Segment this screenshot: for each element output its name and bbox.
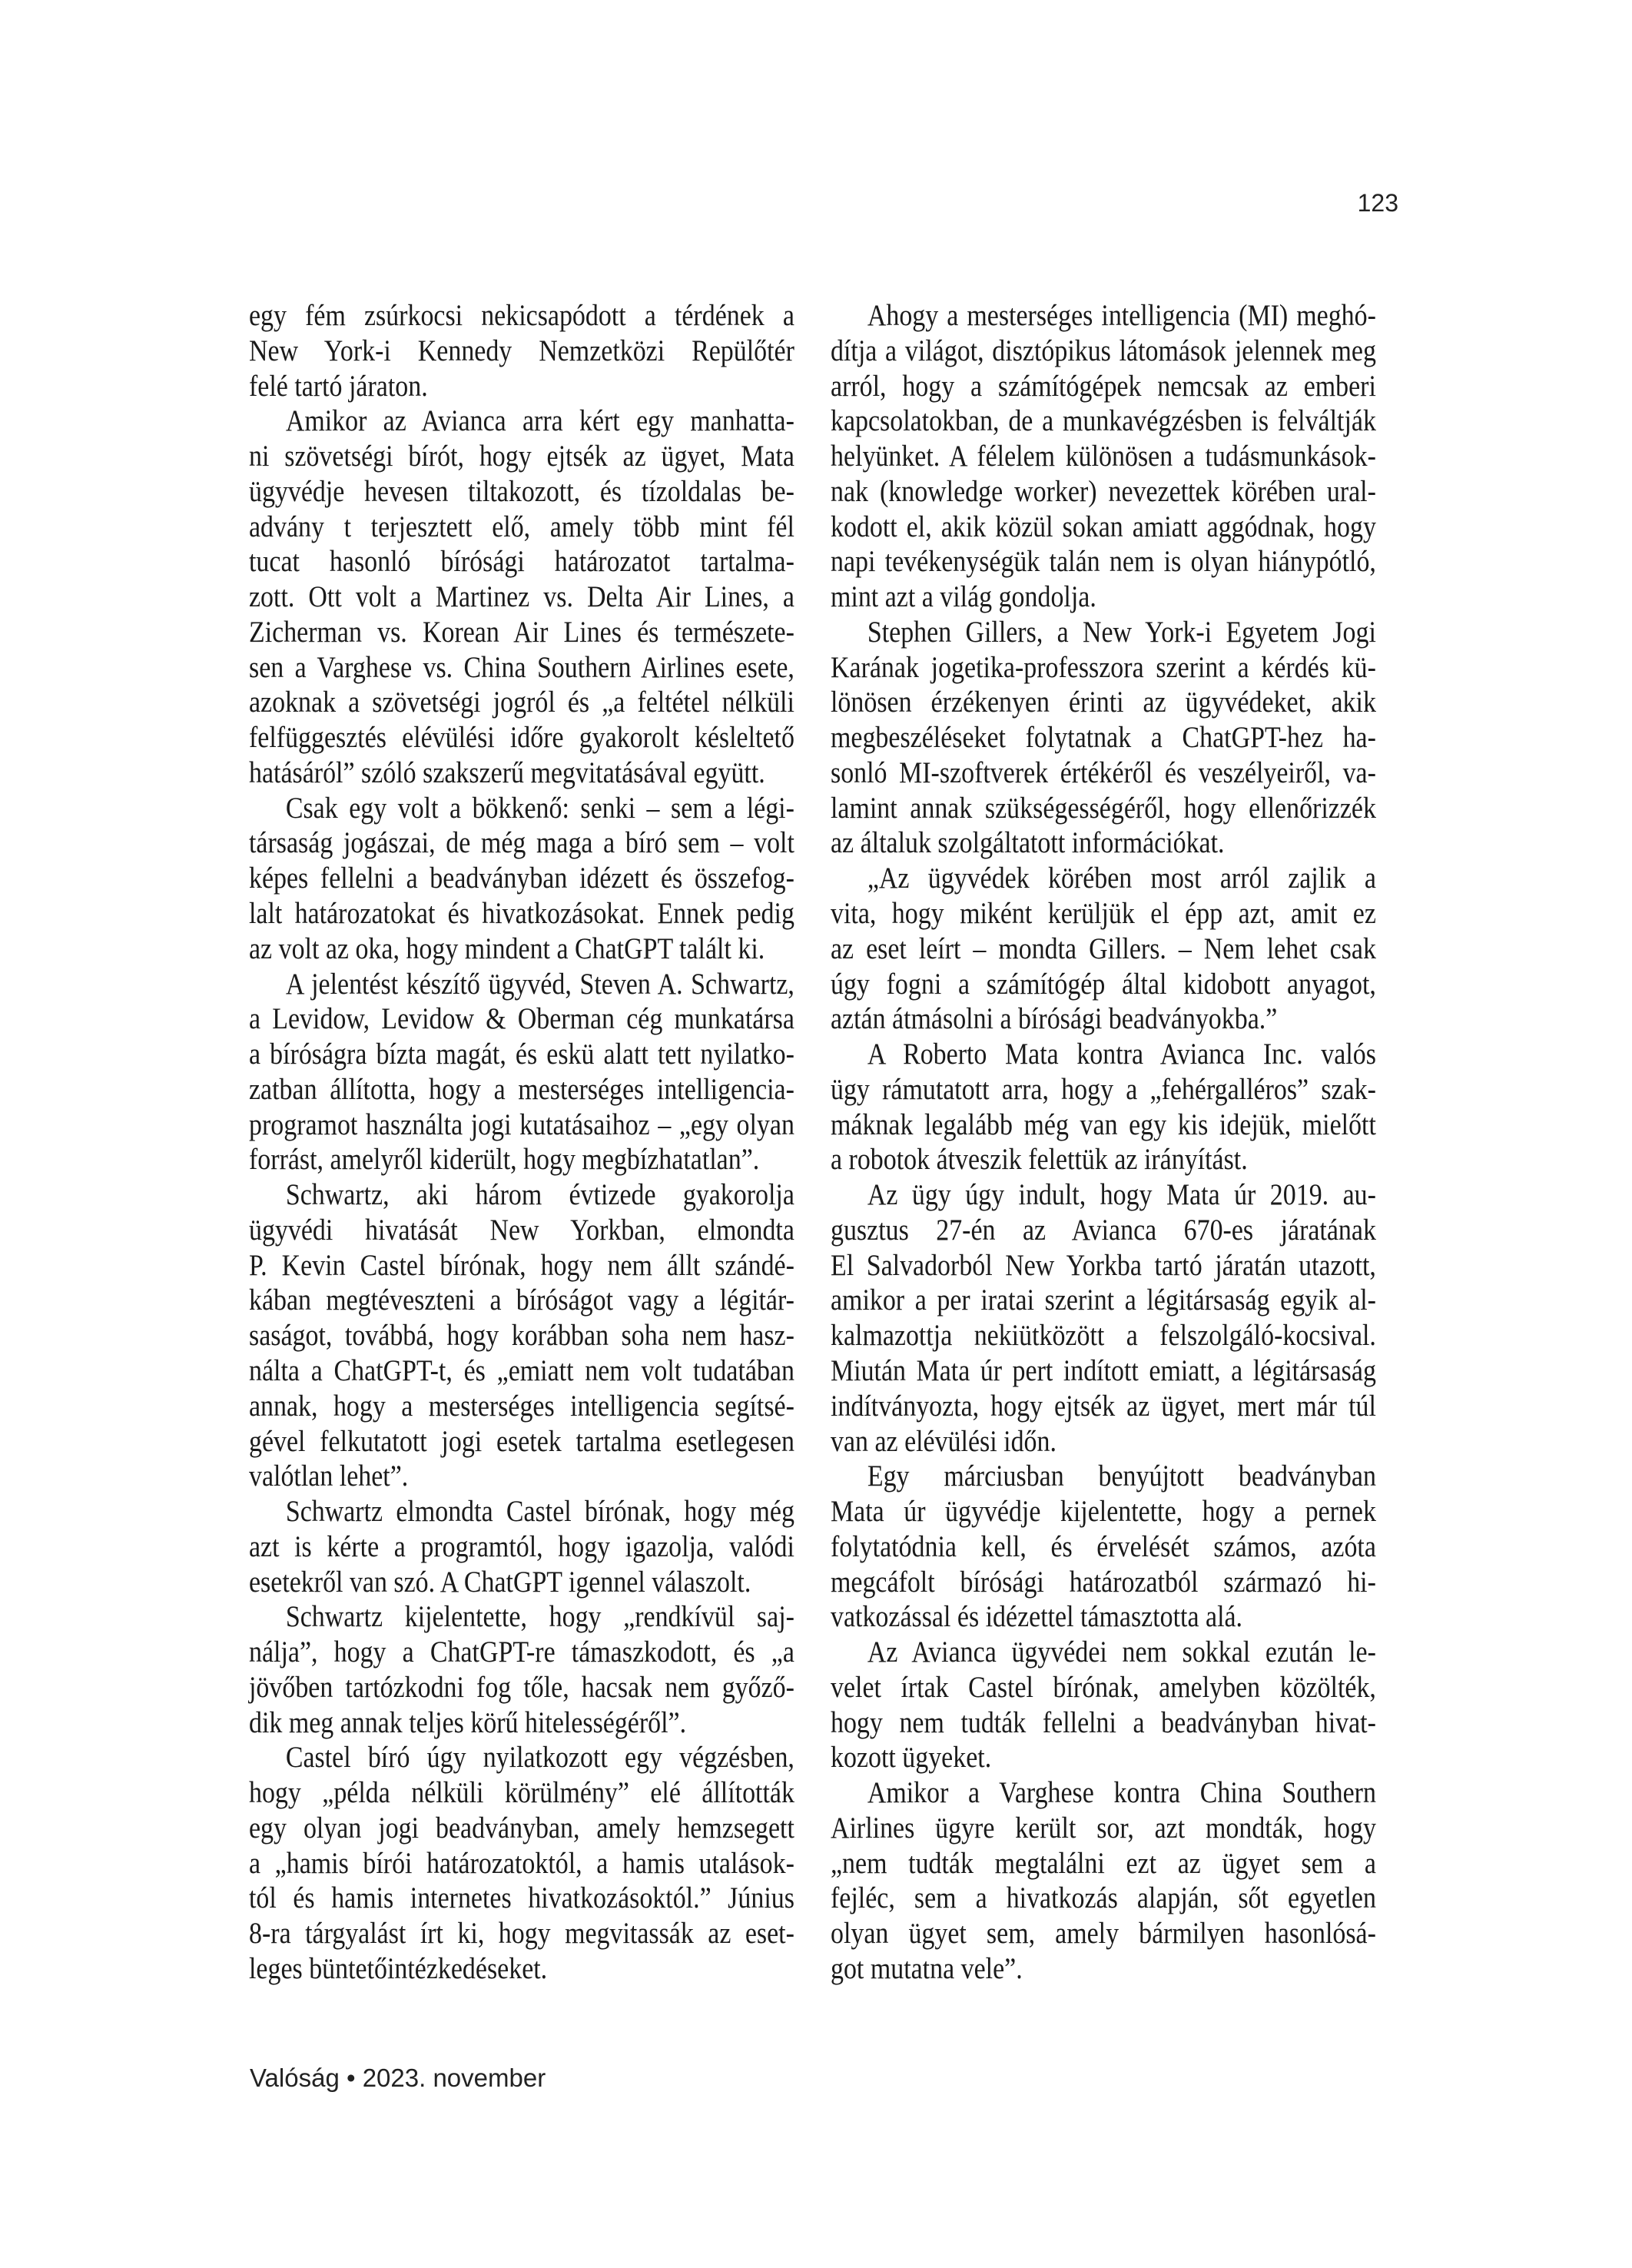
text-line: lönösen érzékenyen érinti az ügyvédeket, akik [831,686,1376,719]
text-line: Miután Mata úr pert indított emiatt, a légitársaság [831,1353,1376,1387]
text-line: Schwartz kijelentette, hogy „rendkívül saj- [285,1600,794,1634]
text-line: lamint annak szükségességéről, hogy ellenőrizzék [831,791,1376,825]
page-number: 123 [1357,189,1398,217]
text-line: felfüggesztés elévülési időre gyakorolt késleltető [249,721,794,755]
text-line: indítványozta, hogy ejtsék az ügyet, mert már túl [831,1389,1376,1423]
text-line: kapcsolatokban, de a munkavégzésben is felváltják [831,404,1376,438]
text-line: lalt határozatokat és hivatkozásokat. Ennek pedig [249,897,794,931]
text-line: tól és hamis internetes hivatkozásoktól.” Június [249,1881,794,1915]
text-line: Amikor a Varghese kontra China Southern [867,1776,1376,1810]
text-line: egy olyan jogi beadványban, amely hemzsegett [249,1811,794,1845]
text-line: fejléc, sem a hivatkozás alapján, sőt egyetlen [831,1881,1376,1915]
text-line: a Levidow, Levidow & Oberman cég munkatársa [249,1002,794,1036]
text-line: Az Avianca ügyvédei nem sokkal ezután le- [867,1635,1376,1669]
text-line: P. Kevin Castel bírónak, hogy nem állt szándé- [249,1248,794,1282]
text-line: saságot, továbbá, hogy korábban soha nem hasz- [249,1319,794,1353]
left-column-body [249,298,794,1987]
text-line: forrást, amelyről kiderült, hogy megbízhatatlan”. [249,1143,760,1177]
text-line: advány t terjesztett elő, amely több mint fél [249,510,794,543]
text-line: New York-i Kennedy Nemzetközi Repülőtér [249,334,794,367]
text-line: nálta a ChatGPT-t, és „emiatt nem volt tudatában [249,1353,794,1387]
text-line: ügyvédje hevesen tiltakozott, és tízoldalas be- [249,474,794,508]
text-line: olyan ügyet sem, amely bármilyen hasonlósá- [831,1917,1376,1951]
text-line: Ahogy a mesterséges intelligencia (MI) meghó- [867,299,1376,332]
text-line: zott. Ott volt a Martinez vs. Delta Air Lines, a [249,580,794,614]
text-line: helyünket. A félelem különösen a tudásmunkások- [831,440,1376,473]
text-line: arról, hogy a számítógépek nemcsak az emberi [831,369,1376,403]
text-line: A jelentést készítő ügyvéd, Steven A. Schwartz, [285,967,794,1001]
text-line: Az ügy úgy indult, hogy Mata úr 2019. au- [867,1178,1376,1212]
text-line: képes fellelni a beadványban idézett és összefog- [249,862,794,895]
text-line: kában megtéveszteni a bíróságot vagy a légitár- [249,1283,794,1317]
text-line: „nem tudták megtalálni ezt az ügyet sem a [831,1846,1376,1880]
text-line: hogy nem tudták fellelni a beadványban hivat- [831,1705,1376,1739]
text-line: A Roberto Mata kontra Avianca Inc. valós [867,1038,1376,1071]
text-line: tucat hasonló bírósági határozatot tartalma- [249,545,794,579]
left-text-column [249,298,794,2004]
text-line: sonló MI-szoftverek értékéről és veszélyeiről, va- [831,755,1376,789]
text-line: ügyvédi hivatását New Yorkban, elmondta [249,1213,794,1247]
text-line: ügy rámutatott arra, hogy a „fehérgalléros” szak- [831,1072,1376,1106]
text-line: dítja a világot, disztópikus látomások jelennek meg [831,334,1376,367]
text-line: a „hamis bírói határozatoktól, a hamis utalások- [249,1846,794,1880]
text-line: vatkozással és idézettel támasztotta alá. [831,1600,1243,1634]
text-line: leges büntetőintézkedéseket. [249,1951,548,1985]
text-line: mint azt a világ gondolja. [831,580,1096,614]
text-line: Karának jogetika-professzora szerint a kérdés kü- [831,650,1376,684]
right-column-body [831,298,1376,1987]
text-line: velet írtak Castel bírónak, amelyben közölték, [831,1670,1376,1704]
text-line: az általuk szolgáltatott információkat. [831,826,1225,860]
text-line: folytatódnia kell, és érvelését számos, azóta [831,1529,1376,1563]
text-line: kozott ügyeket. [831,1741,992,1775]
text-line: nak (knowledge worker) nevezettek körében ural- [831,474,1376,508]
text-line: got mutatna vele”. [831,1951,1023,1985]
text-line: a robotok átveszik felettük az irányítást. [831,1143,1248,1177]
text-line: az volt az oka, hogy mindent a ChatGPT talált ki. [249,931,765,965]
text-line: a bíróságra bízta magát, és eskü alatt tett nyilatko- [249,1038,794,1071]
text-line: hatásáról” szóló szakszerű megvitatásával együtt. [249,755,765,789]
text-line: felé tartó járaton. [249,369,428,403]
text-line: máknak legalább még van egy kis idejük, mielőtt [831,1107,1376,1141]
text-line: Egy márciusban benyújtott beadványban [867,1459,1376,1493]
text-line: úgy fogni a számítógép által kidobott anyagot, [831,967,1376,1001]
text-line: vita, hogy miként kerüljük el épp azt, amit ez [831,897,1376,931]
text-line: sen a Varghese vs. China Southern Airlines esete, [249,650,794,684]
text-line: Mata úr ügyvédje kijelentette, hogy a pernek [831,1495,1376,1529]
text-line: van az elévülési időn. [831,1424,1056,1458]
text-line: 8-ra tárgyalást írt ki, hogy megvitassák az eset- [249,1917,794,1951]
text-line: zatban állította, hogy a mesterséges intelligencia- [249,1072,794,1106]
text-line: programot használta jogi kutatásaihoz – „egy olyan [249,1107,794,1141]
text-line: társaság jogászai, de még maga a bíró sem – volt [249,826,794,860]
text-line: amikor a per iratai szerint a légitársaság egyik al- [831,1283,1376,1317]
text-line: Airlines ügyre került sor, azt mondták, hogy [831,1811,1376,1845]
text-line: jövőben tartózkodni fog tőle, hacsak nem győző- [249,1670,794,1704]
text-line: El Salvadorból New Yorkba tartó járatán utazott, [831,1248,1376,1282]
text-line: gusztus 27-én az Avianca 670-es járatának [831,1213,1376,1247]
text-line: Castel bíró úgy nyilatkozott egy végzésben, [285,1741,794,1775]
text-line: hogy „példa nélküli körülmény” elé állították [249,1776,794,1810]
text-line: azt is kérte a programtól, hogy igazolja, valódi [249,1529,794,1563]
text-line: ni szövetségi bírót, hogy ejtsék az ügyet, Mata [249,440,794,473]
text-line: Amikor az Avianca arra kért egy manhatta- [285,404,794,438]
text-line: Schwartz, aki három évtizede gyakorolja [285,1178,794,1212]
text-line: kodott el, akik közül sokan amiatt aggódnak, hogy [831,510,1376,543]
text-line: aztán átmásolni a bírósági beadványokba.” [831,1002,1278,1036]
page-footer: Valóság • 2023. november [250,2064,546,2092]
text-line: megcáfolt bírósági határozatból származó hi- [831,1565,1376,1599]
text-line: annak, hogy a mesterséges intelligencia segítsé- [249,1389,794,1423]
text-line: azoknak a szövetségi jogról és „a feltétel nélküli [249,686,794,719]
text-line: az eset leírt – mondta Gillers. – Nem lehet csak [831,931,1376,965]
text-line: valótlan lehet”. [249,1459,409,1493]
text-line: napi tevékenységük talán nem is olyan hiánypótló, [831,545,1376,579]
text-line: esetekről van szó. A ChatGPT igennel válaszolt. [249,1565,751,1599]
text-line: nálja”, hogy a ChatGPT-re támaszkodott, és „a [249,1635,794,1669]
text-line: Zicherman vs. Korean Air Lines és természete- [249,615,794,649]
text-line: gével felkutatott jogi esetek tartalma esetlegesen [249,1424,794,1458]
text-line: dik meg annak teljes körű hitelességéről”. [249,1705,687,1739]
text-line: Csak egy volt a bökkenő: senki – sem a légi- [285,791,794,825]
text-line: Schwartz elmondta Castel bírónak, hogy még [285,1495,794,1529]
text-line: egy fém zsúrkocsi nekicsapódott a térdének a [249,299,794,332]
text-line: „Az ügyvédek körében most arról zajlik a [867,862,1376,895]
right-text-column [831,298,1376,2004]
text-line: megbeszéléseket folytatnak a ChatGPT-hez ha- [831,721,1376,755]
text-line: kalmazottja nekiütközött a felszolgáló-kocsival. [831,1319,1376,1353]
text-line: Stephen Gillers, a New York-i Egyetem Jogi [867,615,1376,649]
